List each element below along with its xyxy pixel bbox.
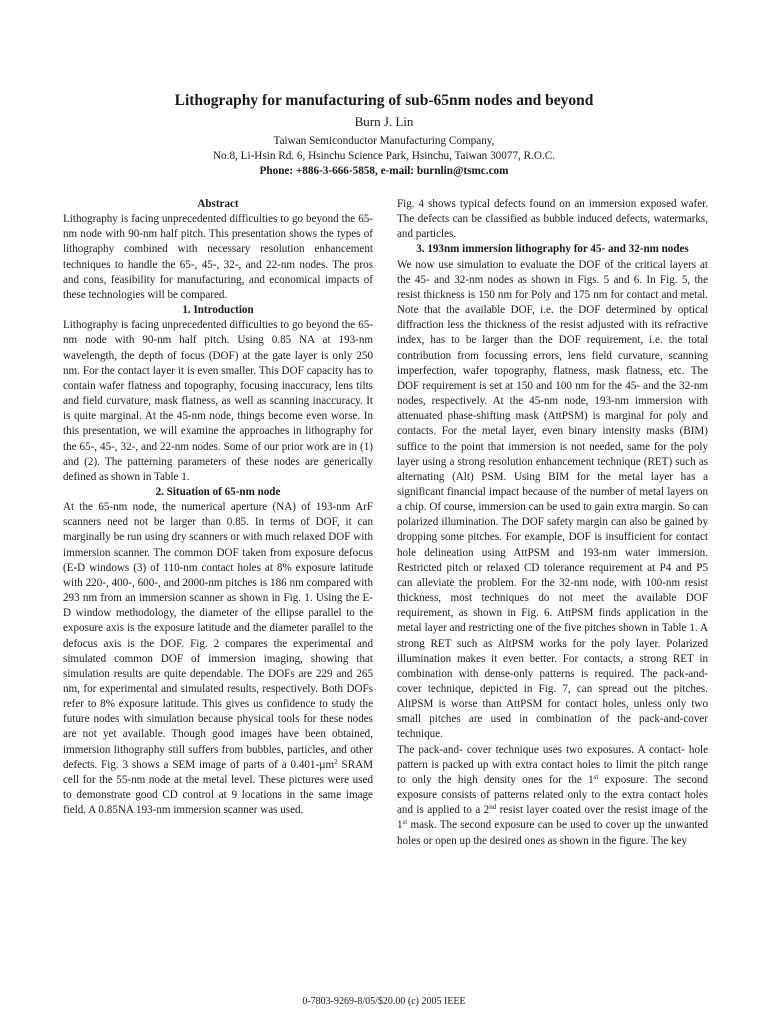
copyright-footer: 0-7803-9269-8/05/$20.00 (c) 2005 IEEE <box>302 996 466 1007</box>
abstract-text: Lithography is facing unprecedented difficulties to go beyond the 65-nm node with 90-nm half pitch. This presentation shows the types of lithography combined with necessary resolution enhancement techniques to handle the 65-, 45-, 32-, and 22-nm nodes. The pros and cons, feasibility for manufacturing, and economical impacts of these technologies will be compared. <box>63 213 373 301</box>
section-3-p2-d: mask. The second exposure can be used to cover up the unwanted holes or open up the desired ones as shown in the figure. The key <box>397 819 708 847</box>
superscript: st <box>593 772 599 781</box>
section-2-text-a: At the 65-nm node, the numerical aperture (NA) of 193-nm ArF scanners need not be larger than 0.85. In terms of DOF, it can marginally be run using dry scanners or with much relaxed DOF with immersion scanner. The common DOF taken from exposure defocus (E-D windows (3) of 110-nm contact holes at 8% exposure latitude with 220-, 400-, 600-, and 2000-nm pitches is 186 nm compared with 293 nm from an immersion scanner as shown in Fig. 1. Using the E-D window methodology, the diameter of the ellipse parallel to the exposure axis is the exposure latitude and the diameter parallel to the defocus axis is the DOF. Fig. 2 compares the experimental and simulated common DOF of immersion imaging, showing that simulation results are quite dependable. The DOFs are 229 and 265 nm, for experimental and simulated results, respectively. Both DOFs refer to 8% exposure latitude. This gives us confidence to study the future nodes with simulation because physical tools for these nodes are not yet available. Though good images have been obtained, immersion lithography still suffers from bubbles, particles, and other defects. Fig. 3 shows a SEM image of parts of a 0.401-µm <box>63 501 373 771</box>
author-name: Burn J. Lin <box>354 114 414 129</box>
affiliation-company: Taiwan Semiconductor Manufacturing Company, <box>273 135 495 147</box>
section-2-text-b: SRAM cell for the 55-nm node at the metal level. These pictures were used to demonstrate good CD control at 9 locations in the same image field. A 0.85NA 193-nm immersion scanner was used. <box>63 758 373 817</box>
superscript: 2 <box>334 757 338 766</box>
section-3-p2-c: resist layer coated over the resist image of the 1 <box>397 804 708 832</box>
affiliation-address: No.8, Li-Hsin Rd. 6, Hsinchu Science Park, Hsinchu, Taiwan 30077, R.O.C. <box>212 150 556 162</box>
section-3-p2-a: The pack-and- cover technique uses two exposures. A contact- hole pattern is packed up with extra contact holes to limit the pitch range to only the high density ones for the 1 <box>397 743 708 786</box>
section-2-paragraph <box>63 500 373 818</box>
contact-info: Phone: +886-3-666-5858, e-mail: burnlin@tsmc.com <box>259 165 509 177</box>
superscript: st <box>402 818 408 827</box>
section-3-text: We now use simulation to evaluate the DOF of the critical layers at the 45- and 32-nm nodes as shown in Figs. 5 and 6. In Fig. 5, the resist thickness is 150 nm for Poly and 175 nm for contact and metal. Note that the available DOF, i.e. the DOF determined by optical diffraction less the thickness of the resist adjusted with its refractive index, has to be larger than the DOF requirement, i.e. the total contribution from focussing errors, lens field curvature, scanning imperfection, wafer topography, flatness, mask flatness, etc. The DOF requirement is set at 150 and 100 nm for the 45- and the 32-nm nodes, respectively. At the 45-nm node, 193-nm immersion with attenuated phase-shifting mask (AttPSM) is marginal for poly and contacts. For the metal layer, even binary intensity masks (BIM) suffice to the point that immersion is not needed, same for the poly layer using a strong resolution enhancement technique (RET) such as alternating (Alt) PSM. Using BIM for the metal layer has a significant financial impact because of the number of metal layers on a chip. Of course, immersion can be used to gain extra margin. So can polarized illumination. The DOF safety margin can also be gained by dropping some pitches. For example, DOF is insufficient for contact hole delineation using AttPSM and 193-nm water immersion. Restricted pitch or relaxed CD tolerance requirement at P4 and P5 can alleviate the problem. For the 32-nm node, with 100-nm resist thickness, most techniques do not meet the available DOF requirement, as shown in Fig. 6. AttPSM finds application in the metal layer and restricting one of the five pitches shown in Table 1. A strong RET such as AltPSM works for the poly layer. Polarized illumination makes it even better. For contacts, a strong RET in combination with dense-only patterns is required. The pack-and-cover technique, depicted in Fig. 7, can spread out the pitches. AltPSM is worse than AttPSM for contact holes, unless only two small pitches are used in combination of the pack-and-cover technique. <box>397 258 708 741</box>
right-column <box>397 197 708 849</box>
section-3-p2-b: exposure. The second exposure consists of patterns related only to the extra contact holes and is applied to a 2 <box>397 773 708 817</box>
abstract-heading: Abstract <box>197 198 239 210</box>
section-2-continuation: Fig. 4 shows typical defects found on an immersion exposed wafer. The defects can be classified as bubble induced defects, watermarks, and particles. <box>397 198 708 241</box>
section-3-heading: 3. 193nm immersion lithography for 45- and 32-nm nodes <box>416 243 689 256</box>
paper-title: Lithography for manufacturing of sub-65nm nodes and beyond <box>174 92 594 109</box>
section-1-heading: 1. Introduction <box>182 304 254 317</box>
section-2-heading: 2. Situation of 65-nm node <box>155 485 281 498</box>
left-column <box>63 197 373 818</box>
section-1-text: Lithography is facing unprecedented difficulties to go beyond the 65-nm node with 90-nm half pitch. Using 0.85 NA at 193-nm wavelength, the depth of focus (DOF) at the gate layer is only 250 nm. For the contact layer it is even smaller. This DOF capacity has to contain wafer flatness and topography, focusing inaccuracy, lens tilts and field curvature, mask flatness, as well as scanning inaccuracy. It is quite marginal. At the 45-nm node, things become even worse. In this presentation, we will examine the approaches in lithography for the 65-, 45-, 32-, and 22-nm nodes. Some of our prior work are in (1) and (2). The patterning parameters of these nodes are generically defined as shown in Table 1. <box>63 319 373 483</box>
affiliation-block <box>0 134 768 179</box>
superscript: nd <box>489 803 497 812</box>
section-3-paragraph-2 <box>397 743 708 849</box>
